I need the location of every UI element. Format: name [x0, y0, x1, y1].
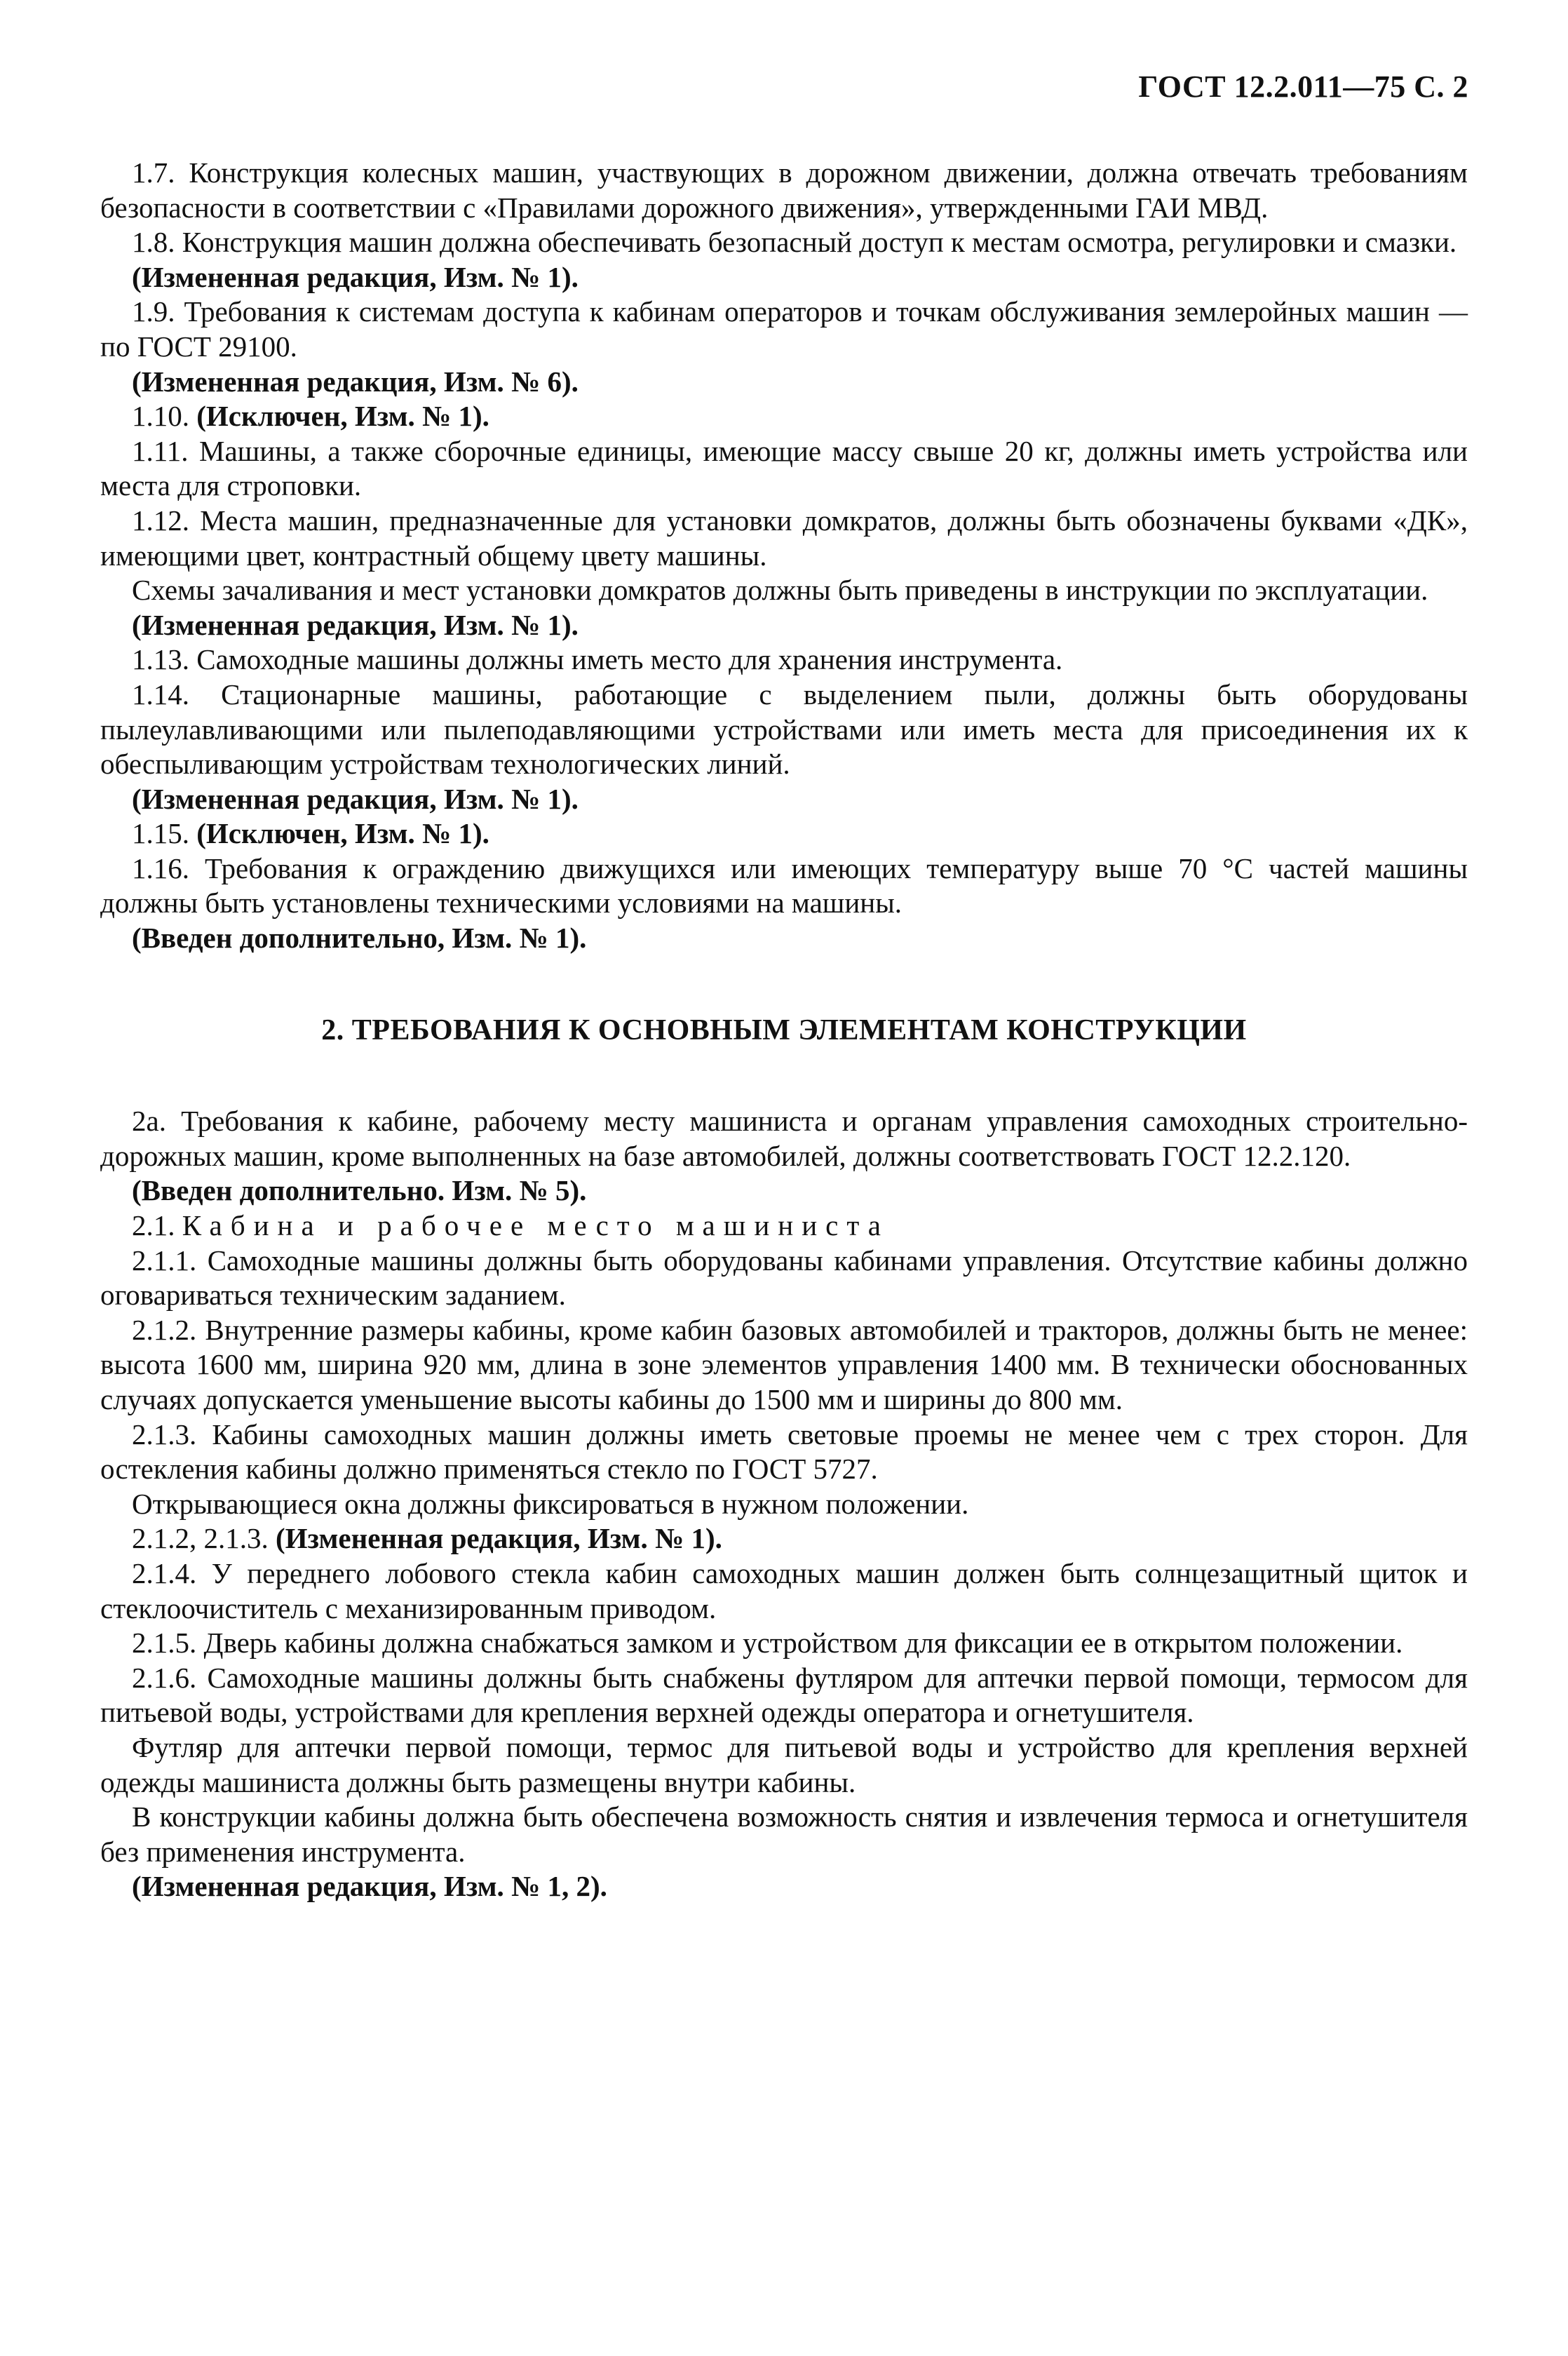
clause-2-1-6-continued: В конструкции кабины должна быть обеспечена возможность снятия и извлечения термоса и огнетушителя без применения инструмента.: [100, 1800, 1468, 1868]
clause-2a: 2а. Требования к кабине, рабочему месту машиниста и органам управления самоходных строительно-дорожных машин, кроме выполненных на базе автомобилей, должны соответствовать ГОСТ 12.2.120.: [100, 1105, 1468, 1172]
page-header: ГОСТ 12.2.011—75 С. 2: [1138, 69, 1468, 104]
amendment-note: (Измененная редакция, Изм. № 1, 2).: [132, 1870, 607, 1903]
amendment-note: (Введен дополнительно, Изм. № 1).: [132, 922, 587, 955]
clause-1-7: 1.7. Конструкция колесных машин, участвующих в дорожном движении, должна отвечать требованиям безопасности в соответствии с «Правилами дорожного движения», утвержденными ГАИ МВД.: [100, 156, 1468, 224]
amendment-note: (Измененная редакция, Изм. № 6).: [132, 365, 579, 398]
clause-1-12: 1.12. Места машин, предназначенные для установки домкратов, должны быть обозначены буквами «ДК», имеющими цвет, контрастный общему цвету машины.: [100, 504, 1468, 572]
amendment-note: (Измененная редакция, Изм. № 1).: [132, 260, 579, 293]
clause-number: 1.15.: [132, 817, 189, 850]
amendment-note: (Измененная редакция, Изм. № 1).: [132, 782, 579, 815]
amendment-line: [100, 1521, 1468, 1556]
clause-2-1-4: 2.1.4. У переднего лобового стекла кабин самоходных машин должен быть солнцезащитный щиток и стеклоочиститель с механизированным приводом.: [100, 1556, 1468, 1624]
clause-2-1-3-continued: Открывающиеся окна должны фиксироваться в нужном положении.: [132, 1487, 969, 1520]
subsection-title: Кабина и рабочее место машиниста: [182, 1209, 889, 1242]
amendment-note: (Измененная редакция, Изм. № 1).: [276, 1522, 722, 1555]
subsection-2-1-heading: [100, 1209, 1468, 1244]
document-body: [100, 156, 1468, 1904]
section-2-title: 2. ТРЕБОВАНИЯ К ОСНОВНЫМ ЭЛЕМЕНТАМ КОНСТРУКЦИИ: [321, 1014, 1247, 1046]
clause-1-13: 1.13. Самоходные машины должны иметь место для хранения инструмента.: [132, 643, 1063, 676]
clause-1-12-continued: Схемы зачаливания и мест установки домкратов должны быть приведены в инструкции по эксплуатации.: [132, 574, 1428, 607]
clause-2-1-5: 2.1.5. Дверь кабины должна снабжаться замком и устройством для фиксации ее в открытом положении.: [132, 1627, 1403, 1660]
clause-1-10: [100, 399, 1468, 434]
clause-2-1-1: 2.1.1. Самоходные машины должны быть оборудованы кабинами управления. Отсутствие кабины должно оговариваться техническим заданием.: [100, 1244, 1468, 1312]
clause-1-11: 1.11. Машины, а также сборочные единицы, имеющие массу свыше 20 кг, должны иметь устройства или места для строповки.: [100, 434, 1468, 502]
clause-1-9: 1.9. Требования к системам доступа к кабинам операторов и точкам обслуживания землеройных машин — по ГОСТ 29100.: [100, 295, 1468, 363]
amendment-note: (Исключен, Изм. № 1).: [196, 817, 489, 850]
amendment-note: (Введен дополнительно. Изм. № 5).: [132, 1174, 587, 1207]
clause-2-1-3: 2.1.3. Кабины самоходных машин должны иметь световые проемы не менее чем с трех сторон. Для остекления кабины должно применяться стекло по ГОСТ 5727.: [100, 1418, 1468, 1486]
clause-2-1-6: 2.1.6. Самоходные машины должны быть снабжены футляром для аптечки первой помощи, термосом для питьевой воды, устройствами для крепления верхней одежды оператора и огнетушителя.: [100, 1661, 1468, 1729]
clause-number: 2.1.2, 2.1.3.: [132, 1522, 269, 1555]
clause-2-1-6-continued: Футляр для аптечки первой помощи, термос для питьевой воды и устройство для крепления верхней одежды машиниста должны быть размещены внутри кабины.: [100, 1730, 1468, 1798]
clause-2-1-2: 2.1.2. Внутренние размеры кабины, кроме кабин базовых автомобилей и тракторов, должны быть не менее: высота 1600 мм, ширина 920 мм, длина в зоне элементов управления 1400 мм. В технически обоснованных случаях допускается уменьшение высоты кабины до 1500 мм и ширины до 800 мм.: [100, 1313, 1468, 1415]
clause-1-14: 1.14. Стационарные машины, работающие с выделением пыли, должны быть оборудованы пылеулавливающими или пылеподавляющими устройствами или иметь места для присоединения их к обеспыливающим устройствам технологических линий.: [100, 678, 1468, 781]
subsection-number: 2.1.: [132, 1209, 175, 1242]
amendment-note: (Измененная редакция, Изм. № 1).: [132, 608, 579, 641]
amendment-note: (Исключен, Изм. № 1).: [196, 400, 489, 433]
clause-1-15: [100, 816, 1468, 851]
clause-number: 1.10.: [132, 400, 189, 433]
clause-1-8: 1.8. Конструкция машин должна обеспечивать безопасный доступ к местам осмотра, регулировки и смазки.: [132, 226, 1457, 259]
clause-1-16: 1.16. Требования к ограждению движущихся или имеющих температуру выше 70 °С частей машины должны быть установлены техническими условиями на машины.: [100, 851, 1468, 920]
